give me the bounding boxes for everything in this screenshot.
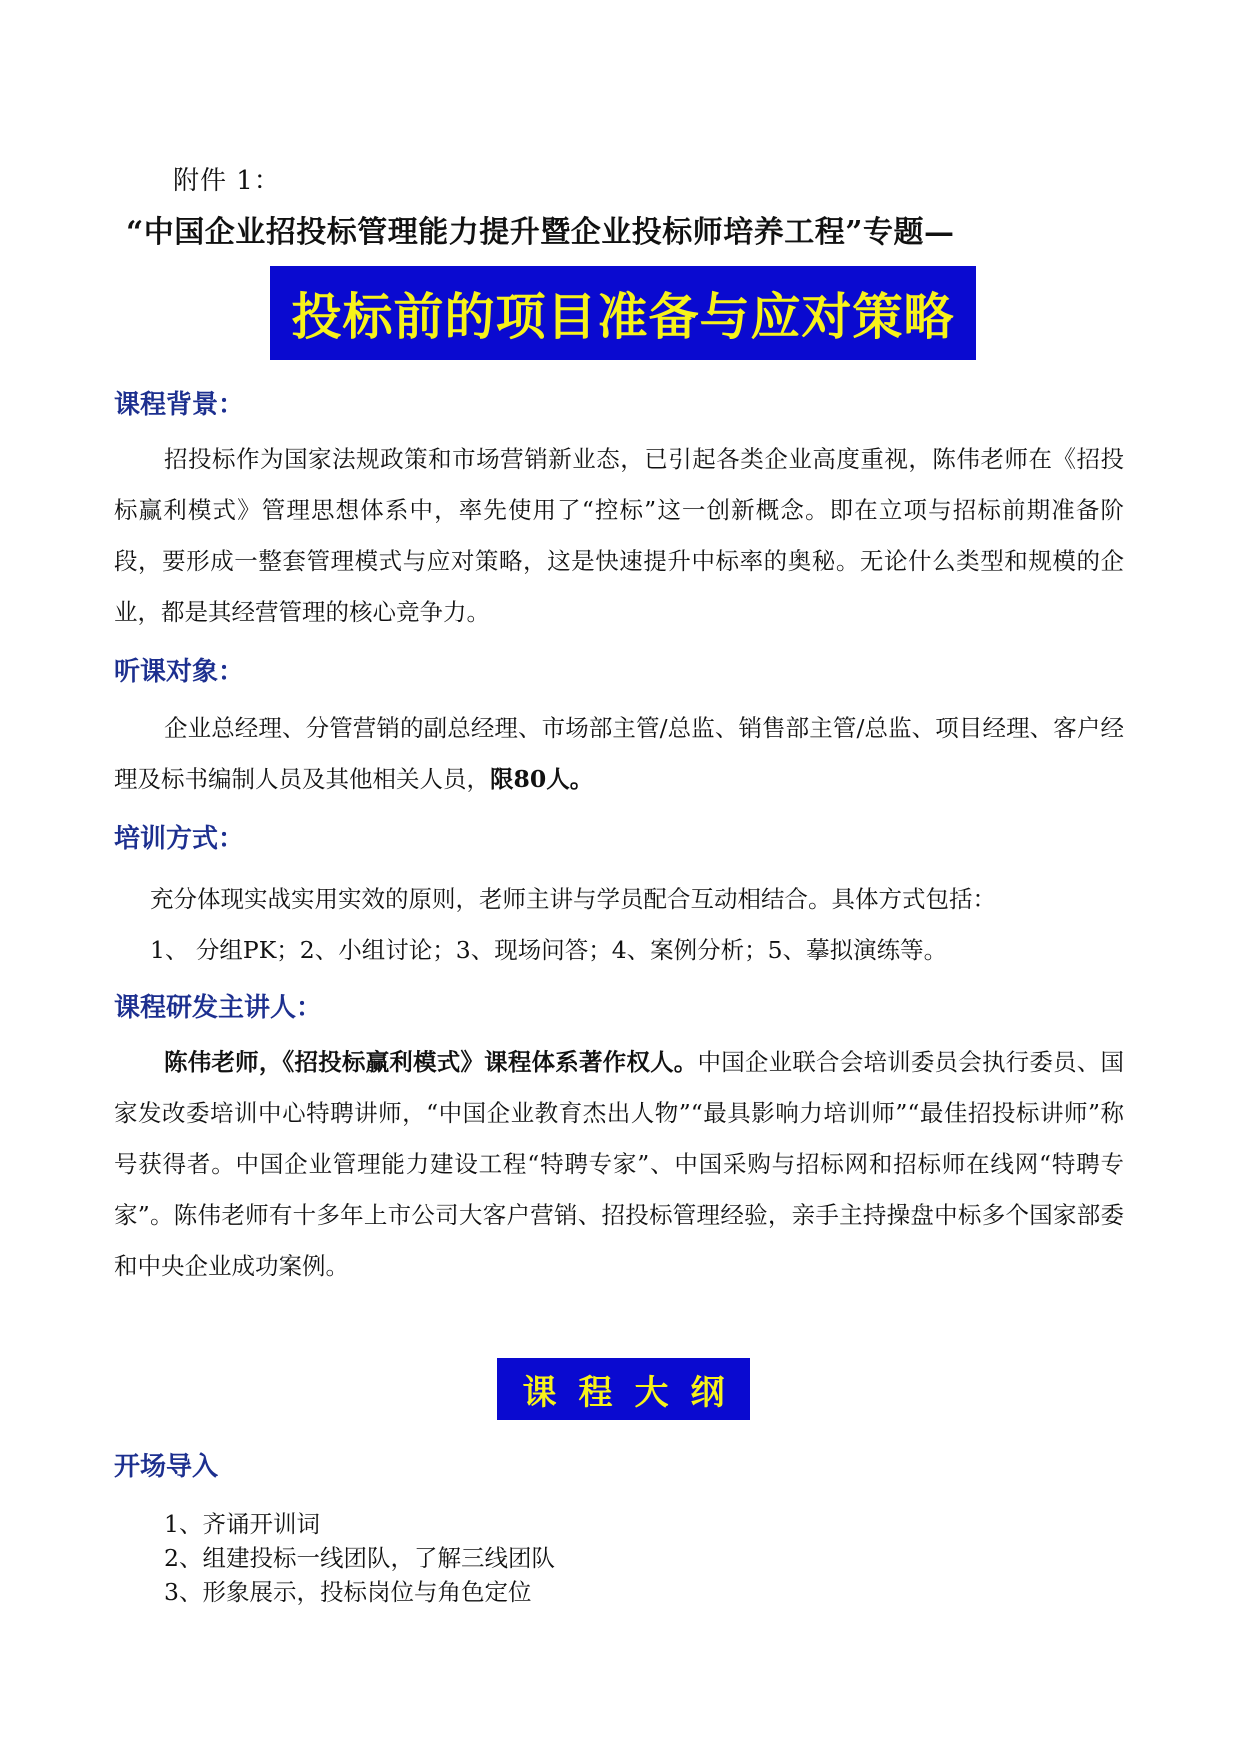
outline-title: 课程大纲 (522, 1372, 747, 1413)
main-title-banner (270, 266, 976, 360)
lecturer-paragraph (114, 1037, 1124, 1292)
audience-text: 企业总经理、分管营销的副总经理、市场部主管/总监、销售部主管/总监、项目经理、客户经理及标书编制人员及其他相关人员， (114, 714, 1124, 793)
opening-item-3: 3、形象展示，投标岗位与角色定位 (164, 1578, 532, 1606)
lecturer-intro: 陈伟老师，《招投标赢利模式》课程体系著作权人。 (164, 1048, 698, 1076)
opening-item-1: 1、齐诵开训词 (164, 1510, 320, 1538)
main-title: 投标前的项目准备与应对策略 (291, 288, 955, 346)
background-paragraph: 招投标作为国家法规政策和市场营销新业态，已引起各类企业高度重视，陈伟老师在《招投标赢利模式》管理思想体系中，率先使用了“控标”这一创新概念。即在立项与招标前期准备阶段，要形成一整套管理模式与应对策略，这是快速提升中标率的奥秘。无论什么类型和规模的企业，都是其经营管理的核心竞争力。 (114, 445, 1124, 626)
opening-item-2: 2、组建投标一线团队，了解三线团队 (164, 1544, 555, 1572)
audience-limit: 限80人。 (490, 765, 594, 793)
series-title: “中国企业招投标管理能力提升暨企业投标师培养工程”专题— (126, 215, 955, 250)
lecturer-text: 中国企业联合会培训委员会执行委员、国家发改委培训中心特聘讲师，“中国企业教育杰出人物”“最具影响力培训师”“最佳招投标讲师”称号获得者。中国企业管理能力建设工程“特聘专家”、中国采购与招标网和招标师在线网“特聘专家”。陈伟老师有十多年上市公司大客户营销、招投标管理经验，亲手主持操盘中标多个国家部委和中央企业成功案例。 (114, 1048, 1125, 1280)
attachment-label: 附件 1： (173, 166, 281, 196)
outline-title-banner (497, 1358, 750, 1420)
audience-paragraph (114, 703, 1124, 805)
section-heading-opening: 开场导入 (114, 1452, 219, 1482)
section-heading-background: 课程背景： (114, 390, 245, 420)
section-heading-method: 培训方式： (114, 824, 245, 854)
section-heading-audience: 听课对象： (114, 657, 245, 687)
method-line-1: 充分体现实战实用实效的原则，老师主讲与学员配合互动相结合。具体方式包括： (150, 885, 996, 913)
method-line-2: 1、 分组PK；2、小组讨论；3、现场问答；4、案例分析；5、摹拟演练等。 (150, 936, 948, 964)
section-heading-lecturer: 课程研发主讲人： (114, 993, 323, 1023)
